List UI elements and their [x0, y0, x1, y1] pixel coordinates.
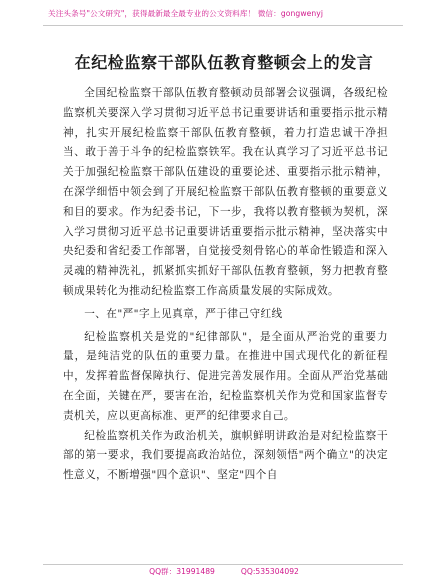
document-title: 在纪检监察干部队伍教育整顿会上的发言	[74, 53, 374, 72]
page-footer	[0, 566, 448, 577]
header-divider	[43, 25, 403, 26]
footer-qq: QQ:535304092	[240, 567, 299, 576]
footer-qq-group: QQ群：31991489	[149, 567, 215, 576]
paragraph-section-1: 纪检监察机关是党的"纪律部队"，是全面从严治党的重要力量，是纯洁党的队伍的重要力量。在推进中国式现代化的新征程中，发挥着监督保障执行、促进完善发展作用。全面从严治党基础在全面，关键在严，要害在治，纪检监察机关作为党和国家监督专责机关，应以更高标准、更严的纪律要求自己。	[63, 330, 388, 422]
paragraph-section-2: 纪检监察机关作为政治机关，旗帜鲜明讲政治是对纪检监察干部的第一要求，我们要提高政治站位，深刻领悟"两个确立"的决定性意义，不断增强"四个意识"、坚定"四个自	[63, 429, 388, 482]
header-banner: 关注头条号"公文研究"，获得最新最全最专业的公文资料库！ 微信：gongwenyj	[48, 9, 324, 18]
footer-divider	[43, 564, 403, 565]
paragraph-intro: 全国纪检监察干部队伍教育整顿动员部署会议强调，各级纪检监察机关要深入学习贯彻习近平总书记重要讲话和重要指示批示精神，扎实开展纪检监察干部队伍教育整顿，着力打造忠诚干净担当、敢于善于斗争的纪检监察铁军。我在认真学习了习近平总书记关于加强纪检监察干部队伍建设的重要论述、重要指示批示精神，在深学细悟中领会到了开展纪检监察干部队伍教育整顿的重要意义和目的要求。作为纪委书记，下一步，我将以教育整顿为契机，深入学习贯彻习近平总书记重要讲话重要指示批示精神，坚决落实中央纪委和省纪委工作部署，自觉接受刻骨铭心的革命性锻造和深入灵魂的精神洗礼，抓紧抓实抓好干部队伍教育整顿，努力把教育整顿成果转化为推动纪检监察工作高质量发展的实际成效。	[63, 87, 388, 297]
page-header	[0, 0, 448, 28]
section-heading: 一、在"严"字上见真章，严于律己守红线	[84, 307, 283, 320]
document-body	[63, 84, 388, 486]
